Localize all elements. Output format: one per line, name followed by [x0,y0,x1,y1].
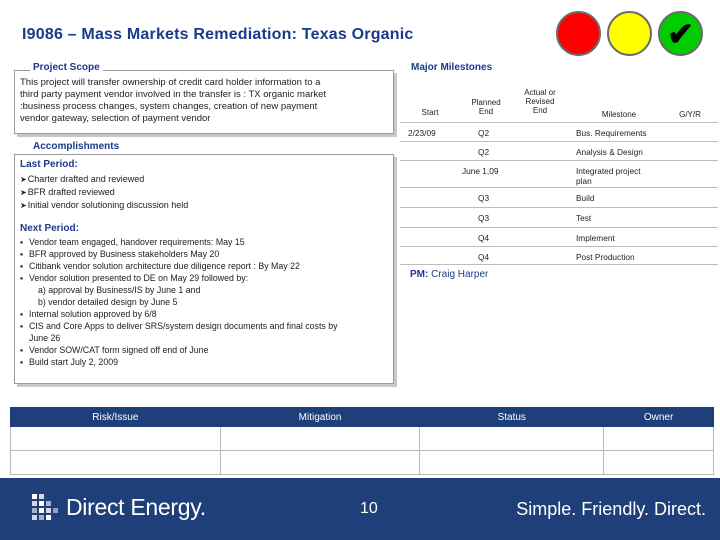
milestone-name: Build [576,193,595,203]
risk-issue-header: Risk/Issue [11,408,221,427]
milestone-name: Post Production [576,252,635,262]
milestone-planned: Q3 [478,213,490,223]
page-title: I9086 – Mass Markets Remediation: Texas Organic [22,26,414,43]
checkmark-icon: ✔ [667,15,694,52]
scope-line: vendor gateway, selection of payment vendor [20,113,211,124]
milestone-planned: Q3 [478,193,490,203]
accomplishments-label: Accomplishments [30,141,122,152]
table-row [11,427,714,451]
milestone-row [400,160,718,187]
status-lights [556,11,703,56]
table-row [11,451,714,475]
next-period-list [20,236,385,368]
gyr-column-header: G/Y/R [679,110,701,119]
scope-line: third party payment vendor involved in the transfer is : TX organic market [20,89,327,100]
list-subitem: b) vendor detailed design by June 5 [38,297,178,307]
milestone-planned: Q2 [478,147,490,157]
major-milestones-label: Major Milestones [408,62,495,73]
direct-energy-logo-text: Direct Energy. [66,494,206,520]
list-item: ▪ Vendor SOW/CAT form signed off end of June [20,344,385,356]
milestone-planned: Q4 [478,233,490,243]
list-item: ▪ Build start July 2, 2009 [20,356,385,368]
list-item: ▪ Internal solution approved by 6/8 [20,308,385,320]
milestone-name: Integrated project plan [576,166,641,186]
last-period-heading: Last Period: [20,159,78,170]
pm-name: Craig Harper [431,269,489,280]
list-item: ➤ BFR drafted reviewed [20,186,188,199]
milestone-name: Analysis & Design [576,147,643,157]
tagline: Simple. Friendly. Direct. [516,499,706,519]
direct-energy-logo-icon [30,492,60,526]
milestone-row [400,246,718,265]
milestone-start: 2/23/09 [408,128,436,138]
milestone-row [400,187,718,206]
list-subitem: a) approval by Business/IS by June 1 and [38,285,201,295]
list-item: ▪ Vendor solution presented to DE on May 29 followed by: [20,272,385,284]
milestone-name: Bus. Requirements [576,128,647,138]
project-manager [410,269,488,280]
last-period-list [20,173,188,212]
red-status-light [556,11,601,56]
actual-end-column-header: Actual or Revised End [524,88,556,115]
list-item: ▪ CIS and Core Apps to deliver SRS/system design documents and final costs by [20,320,385,332]
project-scope-label: Project Scope [30,62,103,73]
status-header: Status [420,408,604,427]
list-item: ➤ Initial vendor solutioning discussion held [20,199,188,212]
list-item: ▪ Citibank vendor solution architecture due diligence report : By May 22 [20,260,385,272]
milestone-column-header: Milestone [601,110,637,119]
list-subitem: June 26 [29,333,61,343]
mitigation-header: Mitigation [220,408,420,427]
green-status-light [658,11,703,56]
yellow-status-light [607,11,652,56]
start-column-header: Start [421,108,439,117]
milestone-planned: Q4 [478,252,490,262]
next-period-heading: Next Period: [20,223,79,234]
risk-issue-table [10,407,714,475]
milestone-planned: June 1,09 [462,166,499,176]
milestone-row [400,141,718,160]
milestone-row [400,122,718,141]
milestone-row [400,227,718,246]
list-item: ▪ BFR approved by Business stakeholders May 20 [20,248,385,260]
milestone-name: Implement [576,233,615,243]
planned-end-column-header: Planned End [471,98,501,116]
milestone-name: Test [576,213,592,223]
owner-header: Owner [604,408,714,427]
page-number: 10 [360,500,378,517]
milestone-planned: Q2 [478,128,490,138]
project-scope-text [20,77,390,125]
milestone-row [400,207,718,226]
scope-line: This project will transfer ownership of credit card holder information to a [20,77,321,88]
scope-line: :business process changes, system changes, creation of new payment [20,101,318,112]
list-item: ➤ Charter drafted and reviewed [20,173,188,186]
list-item: ▪ Vendor team engaged, handover requirements: May 15 [20,236,385,248]
pm-label: PM: [410,269,429,280]
